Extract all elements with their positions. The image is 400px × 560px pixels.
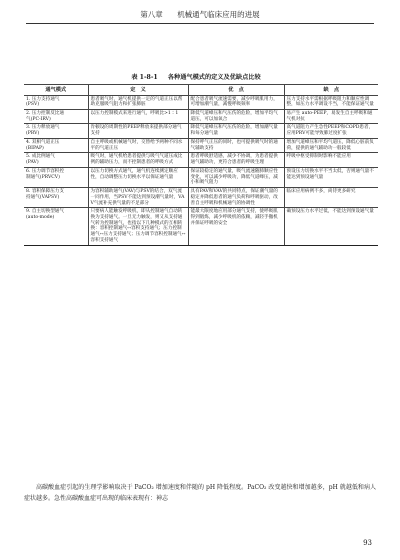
mode-name: 2. 压力控制反比通: [26, 110, 65, 116]
disadvantages-cell: 易产生 auto-PEEP，易发生自主呼吸和通气机对抗: [284, 109, 378, 123]
table-row: [24, 153, 378, 167]
advantages-cell: 保持呼气正压的同时，也可提供吸气时的通气辅助支持: [188, 138, 284, 152]
disadvantages-cell: 临床应用病例不多，尚待更多研究: [284, 188, 378, 208]
chapter-title: 机械通气临床应用的进展: [177, 10, 260, 19]
definition-cell: 患者吸气时，通气机提供一定的气道正压以帮助克服吸气阻力和扩张肺脏: [88, 95, 188, 109]
advantages-cell: 保证较稳定的通气量，吸气流速随肺顺应性变化，可以减少呼吸功，降低气道峰压，减小和吸气阻力: [188, 167, 284, 187]
mode-name: 8. 容积保障压力支: [26, 189, 65, 195]
table-title: 各种通气模式的定义及优缺点比较: [167, 74, 261, 81]
table-row: [24, 95, 378, 109]
mode-cell: [24, 167, 88, 187]
disadvantages-cell: 增加气道峰压和平均气道压，降低心脏前负荷，提供的通气辅助功一般较低: [284, 138, 378, 152]
page-number: 93: [363, 539, 372, 547]
table-row: [24, 208, 378, 245]
disadvantages-cell: 预设压力切换水平不当太低，否则通气量不能达到预设通气量: [284, 167, 378, 187]
definition-cell: 自主呼吸或机械通气时，交替给予两种不同水平的气道正压: [88, 138, 188, 152]
advantages-cell: 具有PAV和VAV的共同特点，保证潮气量的稳定并降低患者的通气负荷和呼吸驱动，改善自主呼吸和机械通气的协调性: [188, 188, 284, 208]
mode-abbreviation: 持通气(VAPSV): [26, 194, 60, 200]
advantages-cell: 降低气道峰压和气压伤的危险，增加平均气道压，可以加氧合: [188, 109, 284, 123]
mode-abbreviation: 气(PC-IRV): [26, 116, 51, 122]
table-row: [24, 138, 378, 152]
table-row: [24, 188, 378, 208]
chapter-label: 第八章: [140, 10, 163, 19]
mode-name: 5. 成比例通气: [26, 154, 55, 160]
definition-cell: 只要病人能触发呼吸机，即从控制通气自动转换为支持通气。一旦无力触发，则又从支持通气转为控制通气，也指以下几种模式的互相转换：容积控制通气↔容积支持通气；压力控制通气↔压力支持通气；压力调节容积控制通气↔容积支持通气: [88, 208, 188, 245]
table-row: [24, 124, 378, 138]
advantages-cell: 降低气道峰压和气压伤的危险，增加潮气量和每分通气量: [188, 124, 284, 138]
disadvantages-cell: 高气道阻力产生急性PEEP和COPD患者，应用PRV可能导致肺过度扩张: [284, 124, 378, 138]
mode-name: 9. 自主切换型通气: [26, 209, 65, 215]
table-row: [24, 109, 378, 123]
body-paragraph: 高碳酸血症引起的生理学影响取决于 PaCO₂ 增加速度和伴随的 pH 降低程度。PaCO₂ 改变越快和增加越多，pH 就越低和病人症状越多。急性高碳酸血症可出现的临床表现有：神志: [24, 484, 376, 502]
running-header: [26, 7, 374, 24]
table-row: [24, 167, 378, 187]
mode-name: 6. 压力调节容积控: [26, 168, 65, 174]
table-number: 表 1-8-1: [131, 74, 158, 81]
column-header-disadvantages: 缺 点: [284, 85, 378, 96]
definition-cell: 吸气时，通气机给患者提供与吸气气道压成比例的辅助压力，而不控制患者的呼吸方式: [88, 153, 188, 167]
mode-abbreviation: 制通气(PRVCV): [26, 174, 60, 180]
definition-cell: 为容积辅助通气(VAV)与PSV的结合，双气流一同作用，当PSV不能达到预设潮气量时，VAV气流补充供气量的不足部分: [88, 188, 188, 208]
column-header-advantages: 优 点: [188, 85, 284, 96]
mode-cell: [24, 153, 88, 167]
mode-cell: [24, 124, 88, 138]
advantages-cell: 患者呼吸舒适感，减少不协调，为患者提供通气辅助功，更符合患者的呼吸生理: [188, 153, 284, 167]
mode-cell: [24, 138, 88, 152]
column-header-mode: 通气模式: [24, 85, 88, 96]
mode-cell: [24, 208, 88, 245]
definition-cell: 以压力切换方式通气，通气机连续测定顺应性，自动调整压力切换水平以保证通气量: [88, 167, 188, 187]
mode-name: 4. 双相气道正压: [26, 139, 60, 145]
disadvantages-cell: 呼吸中枢受抑制时影响不能应用: [284, 153, 378, 167]
mode-abbreviation: (auto-mode): [26, 214, 55, 220]
advantages-cell: 配合患者吸气流速需要，减少呼吸肌用力，可增加潮气量，减慢呼吸频率: [188, 95, 284, 109]
definition-cell: 肯顿设的周期性的PEEP释放来提供部分通气支持: [88, 124, 188, 138]
mode-abbreviation: (PAV): [26, 160, 39, 166]
disadvantages-cell: 压力支持水平需根据呼吸阻力和顺应性调整，如压力水平调设不当，不能保证通气量: [284, 95, 378, 109]
mode-name: 1. 压力支持通气: [26, 96, 60, 102]
mode-abbreviation: (PSV): [26, 102, 40, 108]
mode-cell: [24, 188, 88, 208]
advantages-cell: 能最大限度地应用部分通气支持，使呼吸肌得到锻炼，减少呼吸机的依赖，减轻手撤机并保证呼吸的安全: [188, 208, 284, 245]
table-caption: [0, 72, 400, 81]
definition-cell: 以压力控制模式来进行通气，呼吸比>1∶1: [88, 109, 188, 123]
mode-abbreviation: (PRV): [26, 131, 40, 137]
mode-abbreviation: (BIPAP): [26, 145, 44, 151]
column-header-definition: 定 义: [88, 85, 188, 96]
mode-name: 3. 压力释放通气: [26, 125, 60, 131]
disadvantages-cell: 确预设压力水平过低，不能达到预设通气量: [284, 208, 378, 245]
mode-cell: [24, 109, 88, 123]
ventilation-modes-table: [24, 84, 378, 246]
table-header-row: [24, 85, 378, 96]
mode-cell: [24, 95, 88, 109]
